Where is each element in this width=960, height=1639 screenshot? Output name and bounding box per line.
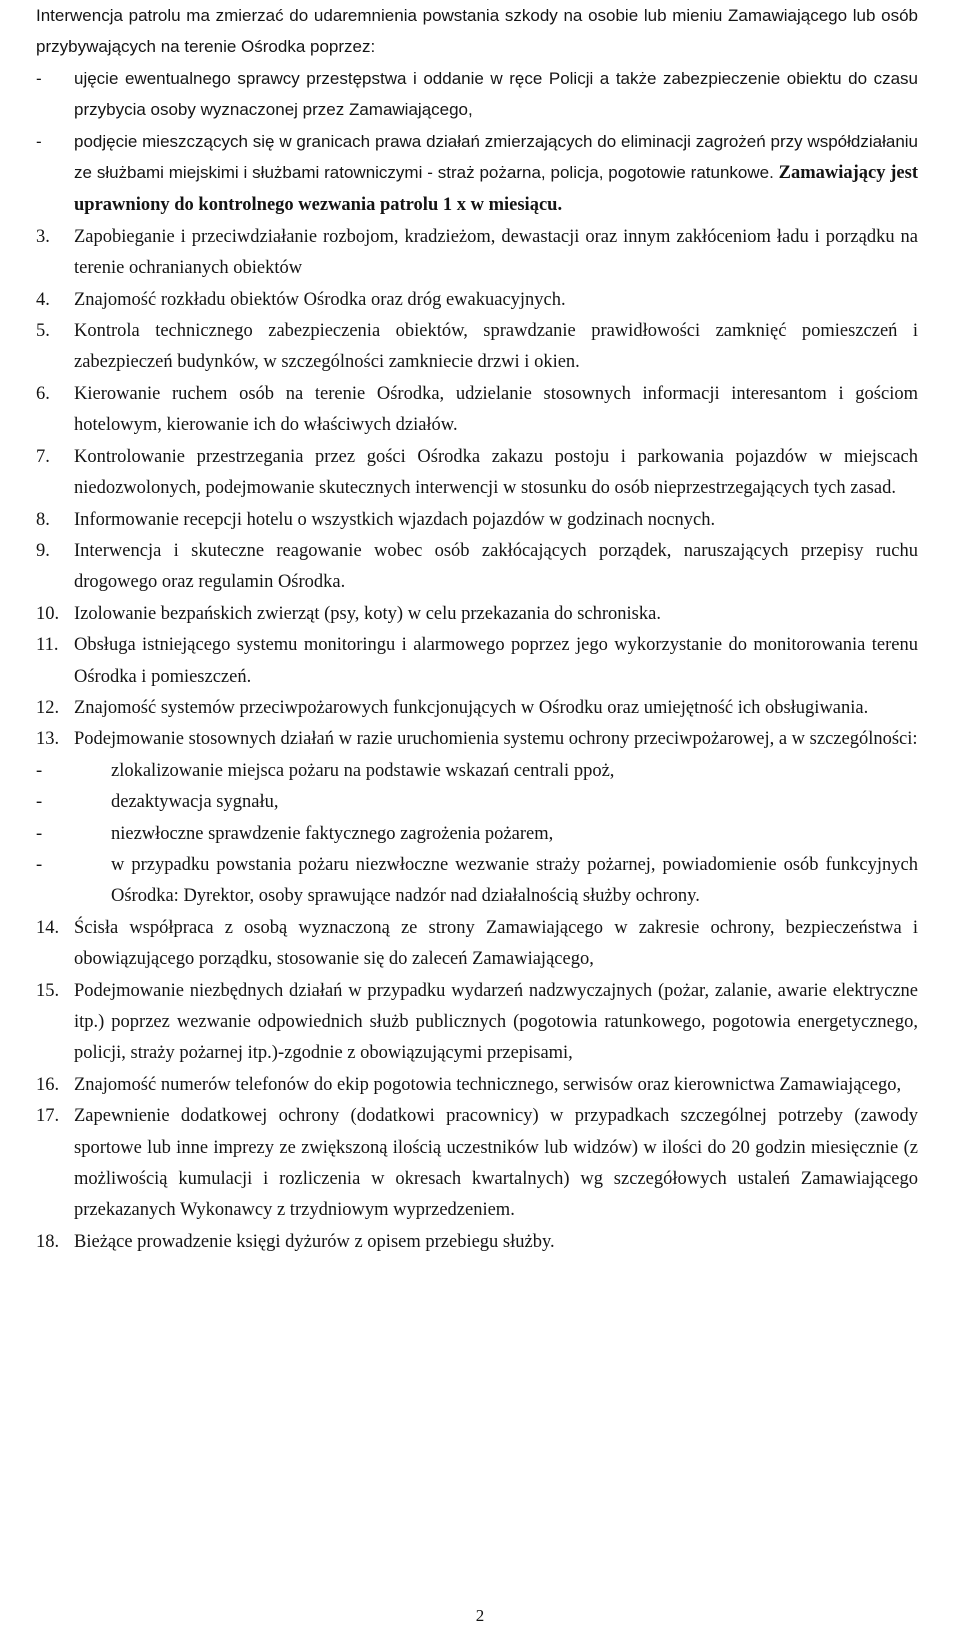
dash-text: podjęcie mieszczących się w granicach prawa działań zmierzających do eliminacji zagrożeń przy współdziałaniu ze służbami miejskimi i służbami ratowniczymi - straż pożarna, policja, pogotowie ratunkowe. xyxy=(74,131,918,183)
item-number: 17. xyxy=(36,1106,60,1127)
list-item xyxy=(36,536,918,599)
item-number: 18. xyxy=(36,1231,60,1252)
list-item xyxy=(36,285,918,316)
item-text: Interwencja i skuteczne reagowanie wobec osób zakłócających porządek, naruszających przepisy ruchu drogowego oraz regulamin Ośrodka. xyxy=(74,540,918,593)
list-item xyxy=(36,505,918,536)
bold-note: Zamawiający jest uprawniony do kontrolnego wezwania patrolu 1 x w miesiącu. xyxy=(74,163,918,216)
item-text: Zapobieganie i przeciwdziałanie rozbojom, kradzieżom, dewastacji oraz innym zakłóceniom ładu i porządku na terenie ochranianych obiektów xyxy=(74,226,918,279)
list-item xyxy=(36,1101,918,1227)
item-number: 11. xyxy=(36,635,59,656)
dash-text: ujęcie ewentualnego sprawcy przestępstwa i oddanie w ręce Policji a także zabezpieczenie obiektu do czasu przybycia osoby wyznaczonej przez Zamawiającego, xyxy=(74,68,918,120)
list-item xyxy=(36,976,918,1070)
list-item xyxy=(36,913,918,976)
item-text: Kontrolowanie przestrzegania przez gości Ośrodka zakazu postoju i parkowania pojazdów w miejscach niedozwolonych, podejmowanie skutecznych interwencji w stosunku do osób nieprzestrzegających tych zasad. xyxy=(74,446,918,499)
item-number: 7. xyxy=(36,446,50,467)
dash-marker: - xyxy=(36,823,43,844)
item-number: 4. xyxy=(36,289,50,310)
item-text: Obsługa istniejącego systemu monitoringu i alarmowego poprzez jego wykorzystanie do monitorowania terenu Ośrodka i pomieszczeń. xyxy=(74,635,918,687)
item-text: Kontrola technicznego zabezpieczenia obiektów, sprawdzanie prawidłowości zamknięć pomieszczeń i zabezpieczeń budynków, w szczególności zamkniecie drzwi i okien. xyxy=(74,321,918,373)
intro-dash-item xyxy=(36,63,918,126)
dash-marker: - xyxy=(36,792,43,813)
list-item xyxy=(36,222,918,285)
sub-item-text: w przypadku powstania pożaru niezwłoczne wezwanie straży pożarnej, powiadomienie osób funkcyjnych Ośrodka: Dyrektor, osoby sprawujące nadzór nad działalnością służby ochrony. xyxy=(111,854,918,907)
item-text: Znajomość systemów przeciwpożarowych funkcjonujących w Ośrodku oraz umiejętność ich obsługiwania. xyxy=(74,697,869,718)
list-item xyxy=(36,724,918,912)
list-item xyxy=(36,630,918,693)
dash-marker: - xyxy=(36,760,43,781)
sub-item xyxy=(36,819,918,850)
intro-paragraph: Interwencja patrolu ma zmierzać do udaremnienia powstania szkody na osobie lub mieniu Zamawiającego lub osób przybywających na terenie Ośrodka poprzez: xyxy=(36,6,918,57)
item-number: 8. xyxy=(36,509,50,530)
dash-marker: - xyxy=(36,68,42,88)
sub-item-text: zlokalizowanie miejsca pożaru na podstawie wskazań centrali ppoż, xyxy=(111,760,615,781)
item-number: 15. xyxy=(36,980,60,1001)
list-item xyxy=(36,693,918,724)
dash-marker: - xyxy=(36,131,42,151)
document-page xyxy=(36,0,918,1258)
sub-item xyxy=(36,756,918,787)
item-number: 9. xyxy=(36,540,50,561)
item-text: Znajomość rozkładu obiektów Ośrodka oraz dróg ewakuacyjnych. xyxy=(74,289,566,310)
list-item xyxy=(36,316,918,379)
sub-list xyxy=(36,756,918,913)
list-item xyxy=(36,599,918,630)
item-number: 10. xyxy=(36,603,60,624)
item-text: Ścisła współpraca z osobą wyznaczoną ze strony Zamawiającego w zakresie ochrony, bezpieczeństwa i obowiązującego porządku, stosowanie się do zaleceń Zamawiającego, xyxy=(74,917,918,970)
list-item xyxy=(36,442,918,505)
item-number: 14. xyxy=(36,917,60,938)
sub-item-text: niezwłoczne sprawdzenie faktycznego zagrożenia pożarem, xyxy=(111,823,554,844)
item-text: Kierowanie ruchem osób na terenie Ośrodka, udzielanie stosownych informacji interesantom i gościom hotelowym, kierowanie ich do właściwych działów. xyxy=(74,383,918,436)
sub-item-text: dezaktywacja sygnału, xyxy=(111,792,279,813)
item-text: Znajomość numerów telefonów do ekip pogotowia technicznego, serwisów oraz kierownictwa Zamawiającego, xyxy=(74,1074,902,1095)
item-number: 12. xyxy=(36,697,60,718)
item-text: Podejmowanie stosownych działań w razie uruchomienia systemu ochrony przeciwpożarowej, a w szczególności: xyxy=(74,729,918,750)
item-text: Bieżące prowadzenie księgi dyżurów z opisem przebiegu służby. xyxy=(74,1231,555,1252)
dash-marker: - xyxy=(36,854,43,875)
item-number: 13. xyxy=(36,729,60,750)
list-item xyxy=(36,379,918,442)
intro-dash-item xyxy=(36,126,918,222)
item-number: 6. xyxy=(36,383,50,404)
item-text: Zapewnienie dodatkowej ochrony (dodatkowi pracownicy) w przypadkach szczególnej potrzeby (zawody sportowe lub inne imprezy ze zwiększoną ilością uczestników lub widzów) w ilości do 20 godzin miesięcznie (z możliwością kumulacji i rozliczenia w okresach kwartalnych) wg szczegółowych ustaleń Zamawiającego przekazanych Wykonawcy z trzydniowym wyprzedzeniem. xyxy=(74,1106,918,1221)
item-number: 3. xyxy=(36,226,50,247)
item-number: 16. xyxy=(36,1074,60,1095)
page-number: 2 xyxy=(475,1606,485,1625)
item-number: 5. xyxy=(36,321,50,342)
sub-item xyxy=(36,850,918,913)
list-item xyxy=(36,1070,918,1101)
sub-item xyxy=(36,787,918,818)
item-text: Informowanie recepcji hotelu o wszystkich wjazdach pojazdów w godzinach nocnych. xyxy=(74,509,716,530)
list-item xyxy=(36,1227,918,1258)
item-text: Podejmowanie niezbędnych działań w przypadku wydarzeń nadzwyczajnych (pożar, zalanie, awarie elektryczne itp.) poprzez wezwanie odpowiednich służb publicznych (pogotowia ratunkowego, pogotowia energetycznego, policji, straży pożarnej itp.)-zgodnie z obowiązującymi przepisami, xyxy=(74,980,918,1064)
item-text: Izolowanie bezpańskich zwierząt (psy, koty) w celu przekazania do schroniska. xyxy=(74,603,661,624)
